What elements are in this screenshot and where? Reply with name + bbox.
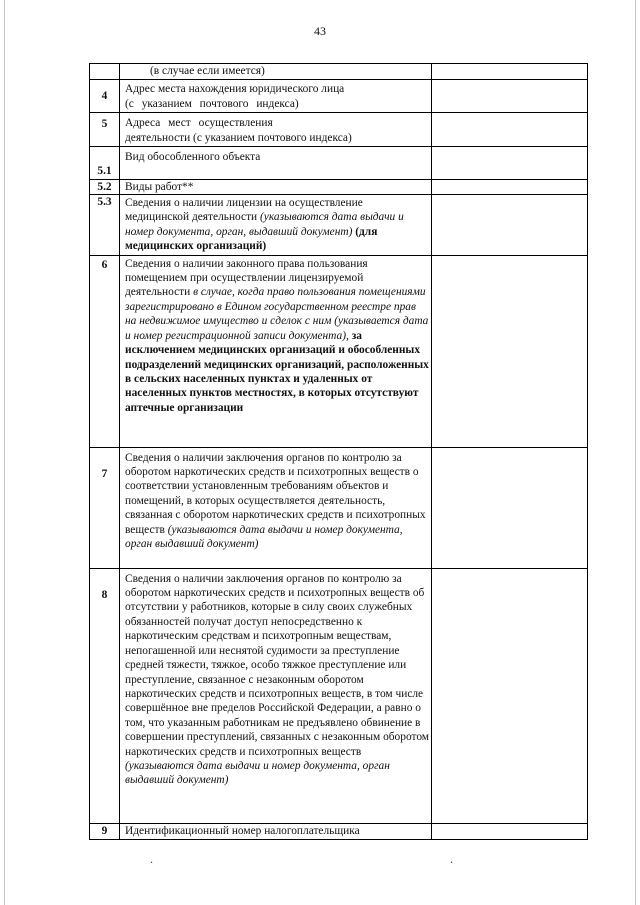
description-cell (120, 147, 432, 179)
value-cell[interactable] (432, 823, 588, 839)
row-number-cell (90, 568, 120, 823)
table-row (90, 255, 588, 447)
row-number: 9 (101, 824, 108, 837)
value-cell[interactable] (432, 147, 588, 179)
value-cell[interactable] (432, 113, 588, 147)
description-cell (120, 179, 432, 194)
scan-speck: . (150, 852, 153, 866)
description-text: Сведения о наличии законного права пользования помещением при осуществлении лицензируемой деятельности в случае, когда право пользования помещениями зарегистрировано в Едином государственном реестре прав на недвижимое имущество и сделок с ним (указывается дата и номер регистрационной записи документа), за исключением медицинских организаций и обособленных подразделений медицинских организаций, расположенных в сельских населенных пунктах и удаленных от населенных пунктов местностях, в которых отсутствуют аптечные организации (125, 257, 429, 414)
scan-speck: . (450, 852, 453, 866)
description-cell (120, 195, 432, 256)
scan-edge-right (635, 0, 636, 905)
row-number-cell (90, 179, 120, 194)
row-number-cell (90, 64, 120, 80)
description-line: (в случае если имеется) (150, 65, 265, 77)
row-number-cell (90, 447, 120, 568)
row-number-cell (90, 255, 120, 447)
description-cell (120, 80, 432, 113)
description-line: Вид обособленного объекта (125, 151, 261, 164)
table-row (90, 823, 588, 839)
row-number-cell (90, 195, 120, 256)
table-row (90, 80, 588, 113)
row-number: 4 (101, 90, 108, 103)
table-row (90, 195, 588, 256)
row-number: 8 (101, 588, 108, 601)
row-number-cell (90, 823, 120, 839)
row-number-cell (90, 80, 120, 113)
description-text: Сведения о наличии заключения органов по контролю за оборотом наркотических средств и психотропных веществ об отсутствии у работников, которые в силу своих служебных обязанностей получат доступ непосредственно к наркотическим средствам и психотропным веществам, непогашенной или неснятой судимости за преступление средней тяжести, тяжкое, особо тяжкое преступление или преступление, связанное с незаконным оборотом наркотических средств и психотропных веществ, в том числе совершённое вне пределов Российской Федерации, а равно о том, что указанным работникам не предъявлено обвинение в совершении преступлений, связанных с незаконным оборотом наркотических средств и психотропных веществ (указываются дата выдачи и номер документа, орган выдавший документ) (125, 572, 430, 787)
description-line: Идентификационный номер налогоплательщика (125, 824, 360, 837)
value-cell[interactable] (432, 447, 588, 568)
row-number-cell (90, 113, 120, 147)
table-row (90, 113, 588, 147)
row-number: 5.1 (97, 165, 112, 178)
row-number: 6 (101, 258, 108, 271)
value-cell[interactable] (432, 80, 588, 113)
table-row (90, 179, 588, 194)
value-cell[interactable] (432, 179, 588, 194)
description-cell (120, 64, 432, 80)
value-cell[interactable] (432, 64, 588, 80)
description-line: Адрес места нахождения юридического лица (125, 83, 345, 96)
scan-edge-left (4, 0, 5, 905)
description-cell (120, 255, 432, 447)
description-text: Сведения о наличии лицензии на осуществление медицинской деятельности (указываются дата выдачи и номер документа, орган, выдавший документ) (для медицинских организаций) (125, 197, 404, 253)
description-text: Сведения о наличии заключения органов по контролю за оборотом наркотических средств и психотропных веществ о соответствии установленным требованиям объектов и помещений, в которых осуществляется деятельность, связанная с оборотом наркотических средств и психотропных веществ (указываются дата выдачи и номер документа, орган выдавший документ) (125, 451, 426, 551)
description-line: (с указанием почтового индекса) (125, 97, 299, 110)
row-number: 5.3 (97, 196, 112, 209)
table-row (90, 64, 588, 80)
description-line: Виды работ** (125, 180, 194, 193)
row-number: 5.2 (97, 180, 112, 193)
table-row (90, 568, 588, 823)
description-cell (120, 447, 432, 568)
table-row (90, 447, 588, 568)
value-cell[interactable] (432, 255, 588, 447)
description-cell (120, 113, 432, 147)
description-cell (120, 568, 432, 823)
row-number: 7 (101, 467, 108, 480)
page-number: 43 (314, 24, 326, 38)
value-cell[interactable] (432, 568, 588, 823)
table-row (90, 147, 588, 179)
description-line: Адреса мест осуществления (125, 117, 273, 130)
value-cell[interactable] (432, 195, 588, 256)
description-line: деятельности (с указанием почтового индекса) (125, 131, 352, 144)
row-number-cell (90, 147, 120, 179)
row-number: 5 (101, 118, 108, 131)
form-table (89, 63, 588, 840)
description-cell (120, 823, 432, 839)
